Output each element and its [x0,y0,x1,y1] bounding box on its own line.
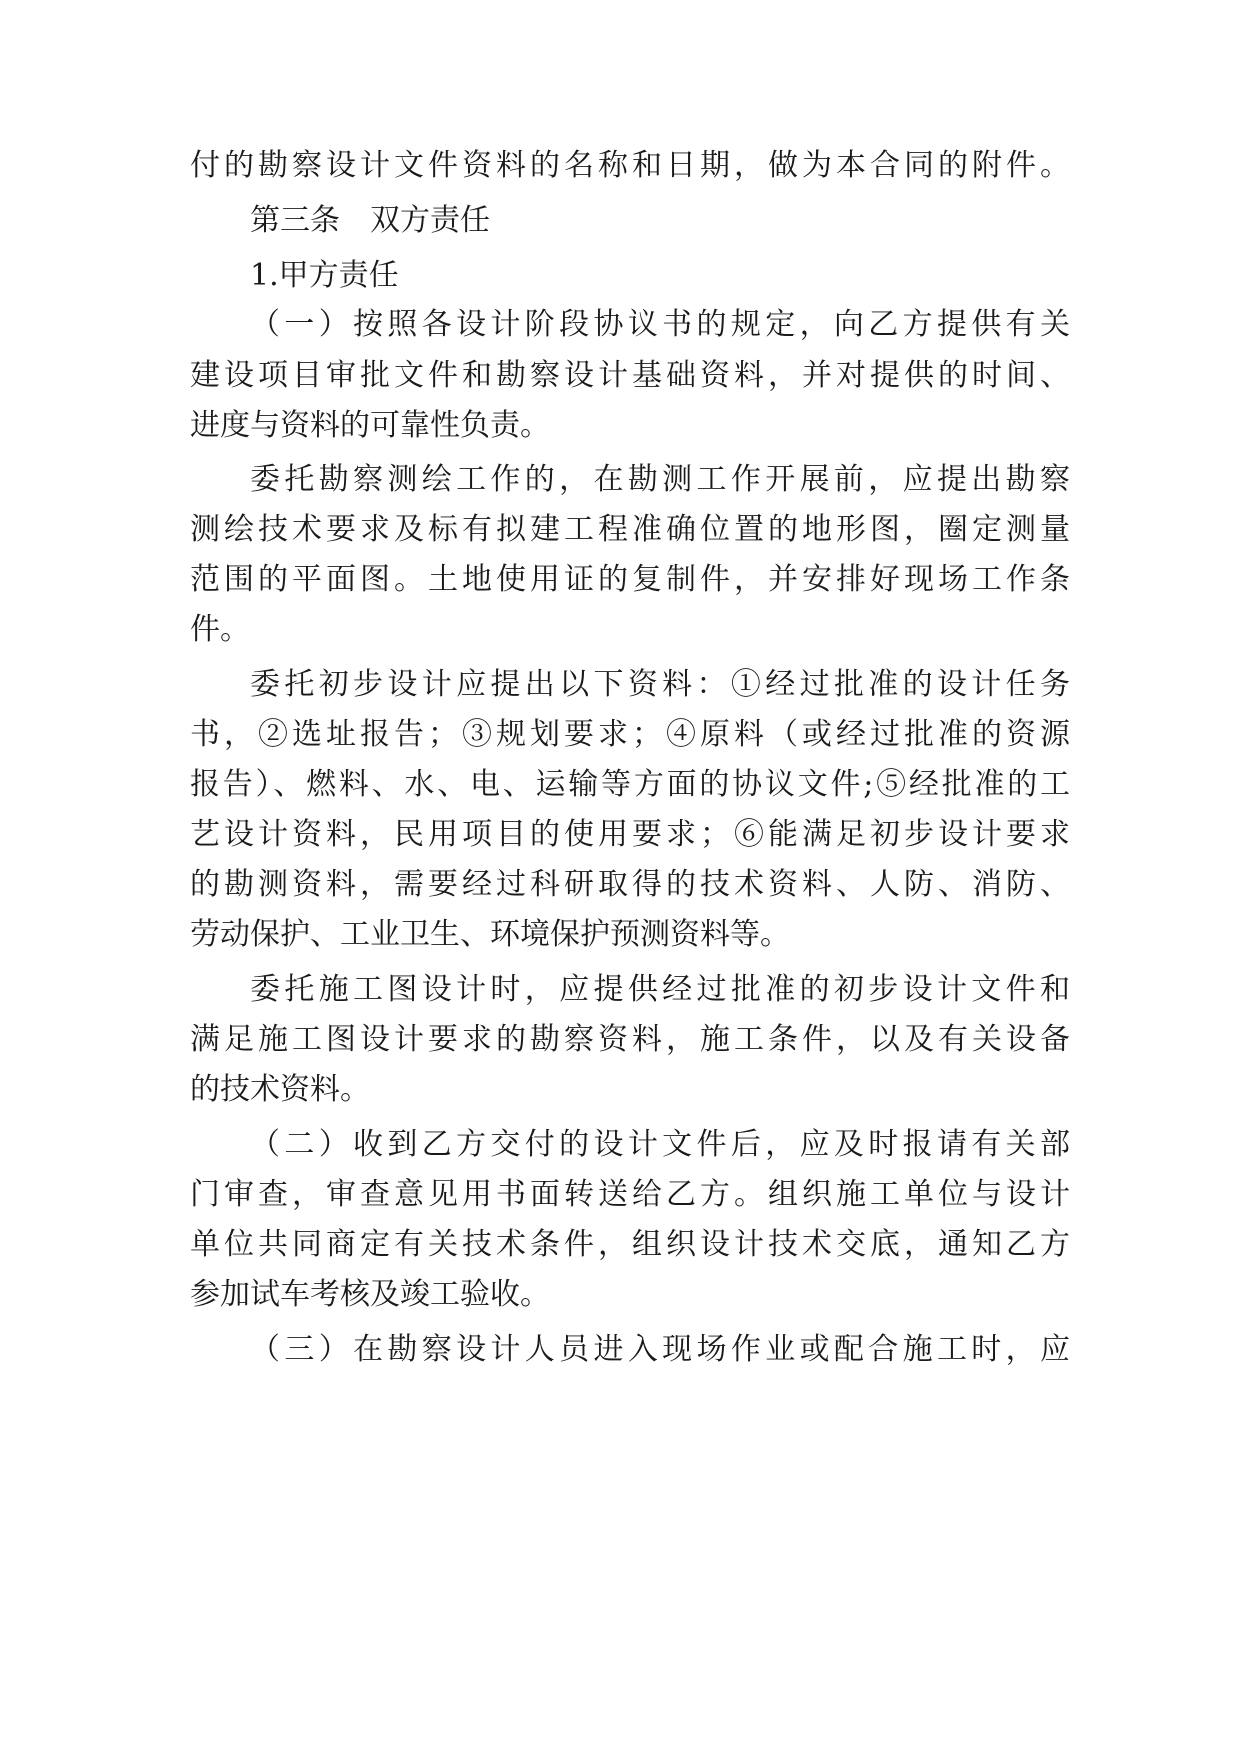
text-line: 单位共同商定有关技术条件，组织设计技术交底，通知乙方 [190,1227,1070,1262]
text-line: 参加试车考核及竣工验收。 [190,1277,550,1312]
text-line: 艺设计资料，民用项目的使用要求；⑥能满足初步设计要求 [190,817,1070,852]
text-line: 件。 [190,612,250,647]
article-heading: 第三条 双方责任 [250,203,490,238]
text-line: 报告）、燃料、水、电、运输等方面的协议文件;⑤经批准的工 [190,767,1070,802]
text-line: 测绘技术要求及标有拟建工程准确位置的地形图，圈定测量 [190,512,1070,547]
text-line: 的技术资料。 [190,1072,370,1107]
text-line: 劳动保护、工业卫生、环境保护预测资料等。 [190,917,790,952]
text-line: 委托施工图设计时，应提供经过批准的初步设计文件和 [250,972,1070,1007]
section-heading: 1.甲方责任 [250,258,399,293]
text-line: 付的勘察设计文件资料的名称和日期，做为本合同的附件。 [190,148,1070,183]
text-line: 委托初步设计应提出以下资料：①经过批准的设计任务 [250,667,1070,702]
text-line: （二）收到乙方交付的设计文件后，应及时报请有关部 [250,1127,1070,1162]
text-line: （三）在勘察设计人员进入现场作业或配合施工时，应 [250,1332,1070,1367]
text-line: 书，②选址报告；③规划要求；④原料（或经过批准的资源 [190,717,1070,752]
text-line: 建设项目审批文件和勘察设计基础资料，并对提供的时间、 [190,358,1070,393]
text-line: （一）按照各设计阶段协议书的规定，向乙方提供有关 [250,307,1070,342]
text-line: 的勘测资料，需要经过科研取得的技术资料、人防、消防、 [190,867,1070,902]
text-line: 进度与资料的可靠性负责。 [190,408,550,443]
text-line: 委托勘察测绘工作的，在勘测工作开展前，应提出勘察 [250,462,1070,497]
text-line: 门审查，审查意见用书面转送给乙方。组织施工单位与设计 [190,1177,1070,1212]
text-line: 满足施工图设计要求的勘察资料，施工条件，以及有关设备 [190,1022,1070,1057]
text-line: 范围的平面图。土地使用证的复制件，并安排好现场工作条 [190,562,1070,597]
